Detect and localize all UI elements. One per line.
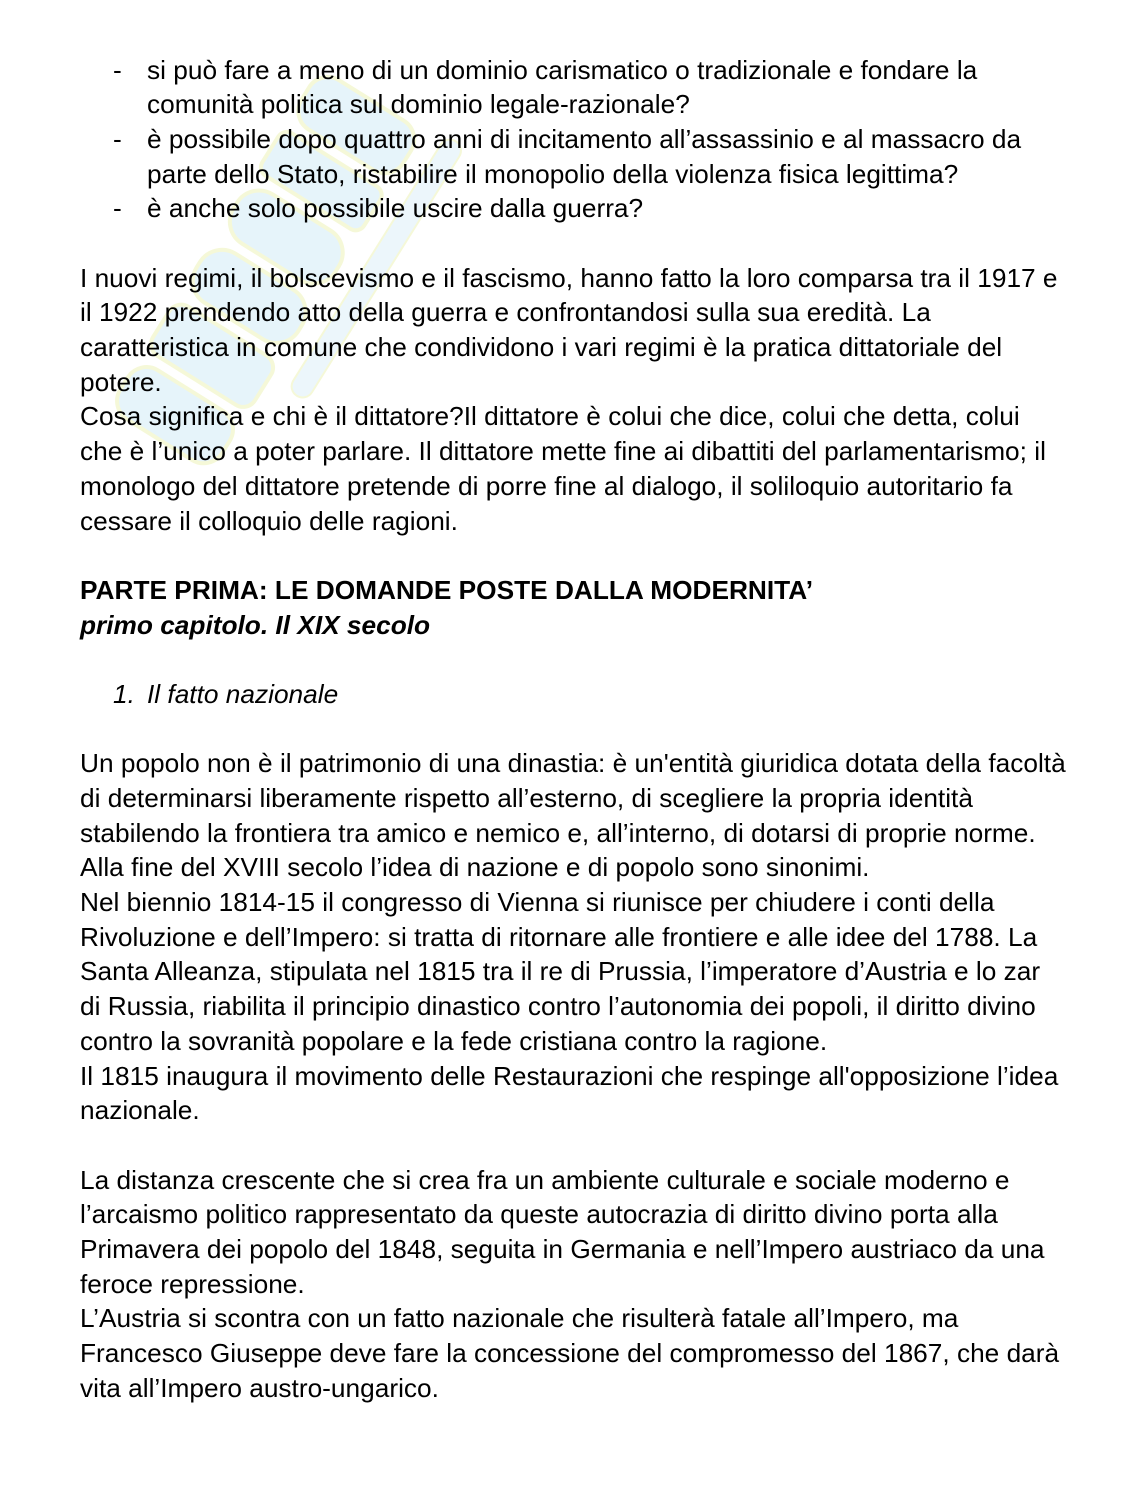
section-paragraph xyxy=(80,1163,1080,1406)
blank-line xyxy=(80,226,1080,261)
bullet-marker: - xyxy=(113,193,122,224)
text-line: contro la sovranità popolare e la fede cristiana contro la ragione. xyxy=(80,1025,828,1056)
text-line: stabilendo la frontiera tra amico e nemico e, all’interno, di dotarsi di proprie norme. xyxy=(80,817,1036,848)
blank-line xyxy=(80,1128,1080,1163)
section-title: Il fatto nazionale xyxy=(147,678,339,709)
bullet-marker: - xyxy=(113,123,122,154)
intro-paragraph xyxy=(80,261,1080,539)
section-paragraph xyxy=(80,746,1080,1128)
text-line: nazionale. xyxy=(80,1095,200,1126)
text-line: è possibile dopo quattro anni di incitamento all’assassinio e al massacro da xyxy=(147,123,1022,154)
text-line: si può fare a meno di un dominio carismatico o tradizionale e fondare la xyxy=(147,54,978,85)
text-line: Nel biennio 1814-15 il congresso di Vienna si riunisce per chiudere i conti della xyxy=(80,887,995,918)
text-line: La distanza crescente che si crea fra un ambiente culturale e sociale moderno e xyxy=(80,1164,1010,1195)
page-content xyxy=(80,53,1080,1406)
blank-line xyxy=(80,538,1080,573)
chapter-title: primo capitolo. Il XIX secolo xyxy=(80,609,431,640)
text-line: l’arcaismo politico rappresentato da queste autocrazia di diritto divino porta alla xyxy=(80,1199,998,1230)
section-number: 1. xyxy=(113,678,135,709)
text-line: potere. xyxy=(80,366,162,397)
text-line: Rivoluzione e dell’Impero: si tratta di ritornare alle frontiere e alle idee del 1788. La xyxy=(80,921,1038,952)
text-line: di Russia, riabilita il principio dinastico contro l’autonomia dei popoli, il diritto divino xyxy=(80,991,1036,1022)
section-heading xyxy=(80,677,1080,712)
text-line: L’Austria si scontra con un fatto nazionale che risulterà fatale all’Impero, ma xyxy=(80,1303,959,1334)
text-line: Il 1815 inaugura il movimento delle Restaurazioni che respinge all'opposizione l’idea xyxy=(80,1060,1059,1091)
part-heading: PARTE PRIMA: LE DOMANDE POSTE DALLA MODERNITA’ xyxy=(80,574,814,605)
text-line: I nuovi regimi, il bolscevismo e il fascismo, hanno fatto la loro comparsa tra il 1917 e xyxy=(80,262,1058,293)
text-line: Un popolo non è il patrimonio di una dinastia: è un'entità giuridica dotata della facoltà xyxy=(80,748,1066,779)
text-line: vita all’Impero austro-ungarico. xyxy=(80,1372,439,1403)
text-line: Alla fine del XVIII secolo l’idea di nazione e di popolo sono sinonimi. xyxy=(80,852,870,883)
text-line: feroce repressione. xyxy=(80,1268,305,1299)
text-line: il 1922 prendendo atto della guerra e confrontandosi sulla sua eredità. La xyxy=(80,297,931,328)
text-line: Francesco Giuseppe deve fare la concessione del compromesso del 1867, che darà xyxy=(80,1338,1060,1369)
text-line: di determinarsi liberamente rispetto all’esterno, di scegliere la propria identità xyxy=(80,783,973,814)
bullet-item xyxy=(80,53,1080,122)
text-line: comunità politica sul dominio legale-razionale? xyxy=(147,89,690,120)
text-line: che è l’unico a poter parlare. Il dittatore mette fine ai dibattiti del parlamentarismo; il xyxy=(80,436,1046,467)
text-line: cessare il colloquio delle ragioni. xyxy=(80,505,458,536)
text-line: Cosa significa e chi è il dittatore?Il dittatore è colui che dice, colui che detta, colui xyxy=(80,401,1020,432)
text-line: Santa Alleanza, stipulata nel 1815 tra il re di Prussia, l’imperatore d’Austria e lo zar xyxy=(80,956,1041,987)
blank-line xyxy=(80,642,1080,677)
bullet-item xyxy=(80,191,1080,226)
bullet-item xyxy=(80,122,1080,191)
text-line: parte dello Stato, ristabilire il monopolio della violenza fisica legittima? xyxy=(147,158,959,189)
text-line: monologo del dittatore pretende di porre fine al dialogo, il soliloquio autoritario fa xyxy=(80,470,1013,501)
text-line: è anche solo possibile uscire dalla guerra? xyxy=(147,193,644,224)
blank-line xyxy=(80,712,1080,747)
bullet-marker: - xyxy=(113,54,122,85)
text-line: caratteristica in comune che condividono i vari regimi è la pratica dittatoriale del xyxy=(80,332,1003,363)
text-line: Primavera dei popolo del 1848, seguita in Germania e nell’Impero austriaco da una xyxy=(80,1233,1045,1264)
